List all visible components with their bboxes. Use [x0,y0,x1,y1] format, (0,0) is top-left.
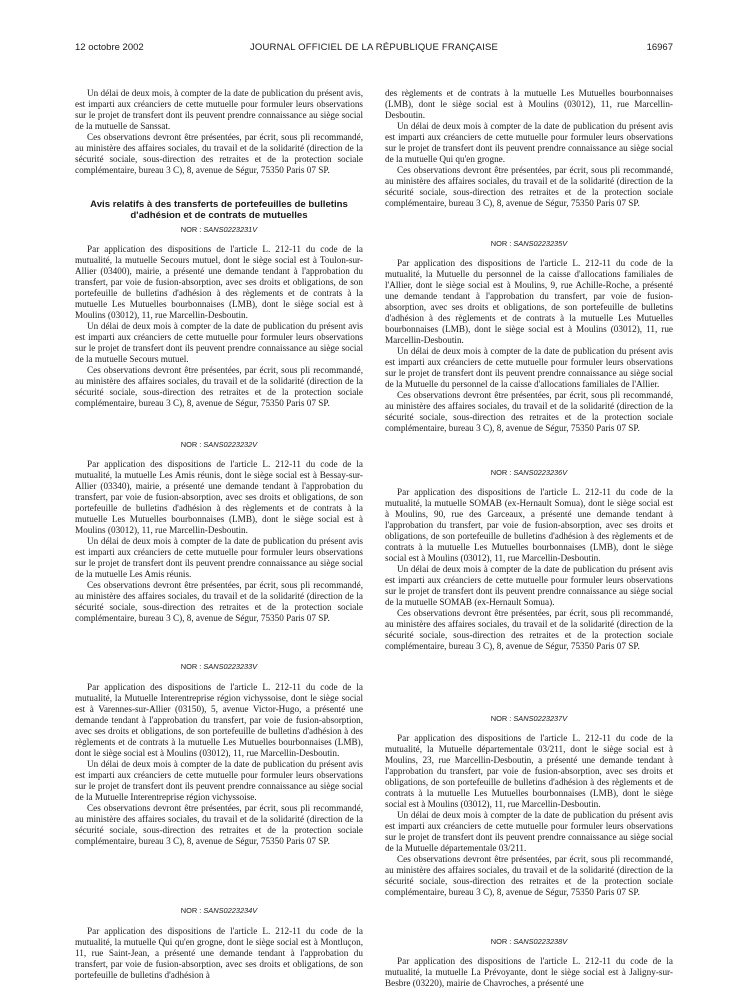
nor-reference: NOR : SANS0223231V [180,225,258,234]
notice-block [385,733,673,898]
paragraph: Ces observations devront être présentées, par écrit, sous pli recommandé, au ministère des affaires sociales, du travail et de la solidarité (direction de la sécurité sociale, sous-direction des retraites et de la protection sociale complémentaire, bureau 3 C), 8, avenue de Ségur, 75350 Paris 07 SP. [385,608,673,651]
issue-date: 12 octobre 2002 [75,42,144,53]
paragraph: Un délai de deux mois à compter de la date de publication du présent avis est imparti aux créanciers de cette mutuelle pour formuler leurs observations sur le projet de transfert dont ils peuvent prendre connaissance au siège social de la mutuelle Les Amis réunis. [75,536,363,579]
paragraph: Un délai de deux mois à compter de la date de publication du présent avis est imparti aux créanciers de cette mutuelle pour formuler leurs observations sur le projet de transfert dont ils peuvent prendre connaissance au siège social de la Mutuelle Interentreprise région vichyssoise. [75,759,363,802]
notice-continuation [385,88,673,209]
nor-reference: NOR : SANS0223238V [490,937,568,946]
paragraph: Ces observations devront être présentées, par écrit, sous pli recommandé, au ministère des affaires sociales, du travail et de la solidarité (direction de la sécurité sociale, sous-direction des retraites et de la protection sociale complémentaire, bureau 3 C), 8, avenue de Ségur, 75350 Paris 07 SP. [75,803,363,846]
paragraph: Par application des dispositions de l'article L. 212-11 du code de la mutualité, la Mutuelle Interentreprise région vichyssoise, dont le siège social est à Varennes-sur-Allier (03150), 5, avenue Victor-Hugo, a présenté une demande tendant à l'approbation du transfert, par voie de fusion-absorption, avec ses droits et obligations, de son portefeuille de bulletins d'adhésion à des règlements et de contrats à la mutuelle Les Mutuelles bourbonnaises (LMB), dont le siège social est à Moulins (03012), 11, rue Marcellin-Desboutin. [75,682,363,758]
paragraph: des règlements et de contrats à la mutuelle Les Mutuelles bourbonnaises (LMB), dont le siège social est à Moulins (03012), 11, rue Marcellin-Desboutin. [385,88,673,120]
notice-block [75,459,363,624]
section-title: Avis relatifs à des transferts de portefeuilles de bulletins d'adhésion et de contrats de mutuelles [90,199,348,221]
notice-block [385,258,673,434]
paragraph: Un délai de deux mois à compter de la date de publication du présent avis est imparti aux créanciers de cette mutuelle pour formuler leurs observations sur le projet de transfert dont ils peuvent prendre connaissance au siège social de la Mutuelle départementale 03/211. [385,810,673,853]
paragraph: Un délai de deux mois à compter de la date de publication du présent avis est imparti aux créanciers de cette mutuelle pour formuler leurs observations sur le projet de transfert dont ils peuvent prendre connaissance au siège social de la mutuelle SOMAB (ex-Hernault Somua). [385,564,673,607]
paragraph: Un délai de deux mois, à compter de la date de publication du présent avis, est imparti aux créanciers de cette mutuelle pour formuler leurs observations sur le projet de transfert dont ils peuvent prendre connaissance au siège social de la mutuelle de Sanssat. [75,88,363,131]
nor-reference: NOR : SANS0223232V [180,440,258,449]
paragraph: Par application des dispositions de l'article L. 212-11 du code de la mutualité, la Mutuelle du personnel de la caisse d'allocations familiales de l'Allier, dont le siège social est à Moulins, 9, rue Achille-Roche, a présenté une demande tendant à l'approbation du transfert, par voie de fusion-absorption, avec ses droits et obligations, de son portefeuille de bulletins d'adhésion à des règlements et de contrats à la mutuelle Les Mutuelles bourbonnaises (LMB), dont le siège social est à Moulins (03012), 11, rue Marcellin-Desboutin. [385,258,673,345]
nor-reference: NOR : SANS0223237V [490,714,568,723]
notice-block [385,487,673,652]
paragraph: Un délai de deux mois à compter de la date de publication du présent avis est imparti aux créanciers de cette mutuelle pour formuler leurs observations sur le projet de transfert dont ils peuvent prendre connaissance au siège social de la mutuelle Secours mutuel. [75,321,363,364]
paragraph: Ces observations devront être présentées, par écrit, sous pli recommandé, au ministère des affaires sociales, du travail et de la solidarité (direction de la sécurité sociale, sous-direction des retraites et de la protection sociale complémentaire, bureau 3 C), 8, avenue de Ségur, 75350 Paris 07 SP. [75,580,363,623]
notice-block [385,956,673,989]
paragraph: Ces observations devront être présentées, par écrit, sous pli recommandé, au ministère des affaires sociales, du travail et de la solidarité (direction de la sécurité sociale, sous-direction des retraites et de la protection sociale complémentaire, bureau 3 C), 8, avenue de Ségur, 75350 Paris 07 SP. [75,132,363,175]
paragraph: Ces observations devront être présentées, par écrit, sous pli recommandé, au ministère des affaires sociales, du travail et de la solidarité (direction de la sécurité sociale, sous-direction des retraites et de la protection sociale complémentaire, bureau 3 C), 8, avenue de Ségur, 75350 Paris 07 SP. [385,390,673,433]
paragraph: Un délai de deux mois à compter de la date de publication du présent avis est imparti aux créanciers de cette mutuelle pour formuler leurs observations sur le projet de transfert dont ils peuvent prendre connaissance au siège social de la mutuelle Qui qu'en grogne. [385,121,673,164]
paragraph: Par application des dispositions de l'article L. 212-11 du code de la mutualité, la mutuelle Qui qu'en grogne, dont le siège social est à Montluçon, 11, rue Saint-Jean, a présenté une demande tendant à l'approbation du transfert, par voie de fusion-absorption, avec ses droits et obligations, de son portefeuille de bulletins d'adhésion à [75,926,363,980]
paragraph: Ces observations devront être présentées, par écrit, sous pli recommandé, au ministère des affaires sociales, du travail et de la solidarité (direction de la sécurité sociale, sous-direction des retraites et de la protection sociale complémentaire, bureau 3 C), 8, avenue de Ségur, 75350 Paris 07 SP. [385,854,673,897]
paragraph: Par application des dispositions de l'article L. 212-11 du code de la mutualité, la mutuelle SOMAB (ex-Hernault Somua), dont le siège social est à Moulins, 90, rue des Garceaux, a présenté une demande tendant à l'approbation du transfert, par voie de fusion-absorption, avec ses droits et obligations, de son portefeuille de bulletins d'adhésion à des règlements et de contrats à la mutuelle Les Mutuelles bourbonnaises (LMB), dont le siège social est à Moulins (03012), 11, rue Marcellin-Desboutin. [385,487,673,563]
page-number: 16967 [646,42,673,53]
paragraph: Par application des dispositions de l'article L. 212-11 du code de la mutualité, la mutuelle Secours mutuel, dont le siège social est à Toulon-sur-Allier (03400), mairie, a présenté une demande tendant à l'approbation du transfert, par voie de fusion-absorption, avec ses droits et obligations, de son portefeuille de bulletins d'adhésion à des règlements et de contrats à la mutuelle Les Mutuelles bourbonnaises (LMB), dont le siège social est à Moulins (03012), 11, rue Marcellin-Desboutin. [75,244,363,320]
paragraph: Par application des dispositions de l'article L. 212-11 du code de la mutualité, la mutuelle Les Amis réunis, dont le siège social est à Bessay-sur-Allier (03340), mairie, a présenté une demande tendant à l'approbation du transfert, par voie de fusion-absorption, avec ses droits et obligations, de son portefeuille de bulletins d'adhésion à des règlements et de contrats à la mutuelle Les Mutuelles bourbonnaises (LMB), dont le siège social est à Moulins (03012), 11, rue Marcellin-Desboutin. [75,459,363,535]
notice-block [75,926,363,981]
nor-reference: NOR : SANS0223233V [180,662,258,671]
nor-reference: NOR : SANS0223235V [490,239,568,248]
running-header [75,42,673,58]
journal-title: JOURNAL OFFICIEL DE LA RÉPUBLIQUE FRANÇAISE [249,42,499,53]
nor-reference: NOR : SANS0223236V [490,468,568,477]
paragraph: Par application des dispositions de l'article L. 212-11 du code de la mutualité, la mutuelle La Prévoyante, dont le siège social est à Jaligny-sur-Besbre (03220), mairie de Chavroches, a présenté une [385,956,673,988]
paragraph: Ces observations devront être présentées, par écrit, sous pli recommandé, au ministère des affaires sociales, du travail et de la solidarité (direction de la sécurité sociale, sous-direction des retraites et de la protection sociale complémentaire, bureau 3 C), 8, avenue de Ségur, 75350 Paris 07 SP. [75,365,363,408]
paragraph: Ces observations devront être présentées, par écrit, sous pli recommandé, au ministère des affaires sociales, du travail et de la solidarité (direction de la sécurité sociale, sous-direction des retraites et de la protection sociale complémentaire, bureau 3 C), 8, avenue de Ségur, 75350 Paris 07 SP. [385,165,673,208]
notice-block [75,682,363,847]
notice-block [75,244,363,409]
nor-reference: NOR : SANS0223234V [180,906,258,915]
paragraph: Un délai de deux mois à compter de la date de publication du présent avis est imparti aux créanciers de cette mutuelle pour formuler leurs observations sur le projet de transfert dont ils peuvent prendre connaissance au siège social de la Mutuelle du personnel de la caisse d'allocations familiales de l'Allier. [385,346,673,389]
paragraph: Par application des dispositions de l'article L. 212-11 du code de la mutualité, la Mutuelle départementale 03/211, dont le siège social est à Moulins, 23, rue Marcellin-Desboutin, a présenté une demande tendant à l'approbation du transfert, par voie de fusion-absorption, avec ses droits et obligations, de son portefeuille de bulletins d'adhésion à des règlements et de contrats à la mutuelle Les Mutuelles bourbonnaises (LMB), dont le siège social est à Moulins (03012), 11, rue Marcellin-Desboutin. [385,733,673,809]
intro-notice [75,88,363,176]
